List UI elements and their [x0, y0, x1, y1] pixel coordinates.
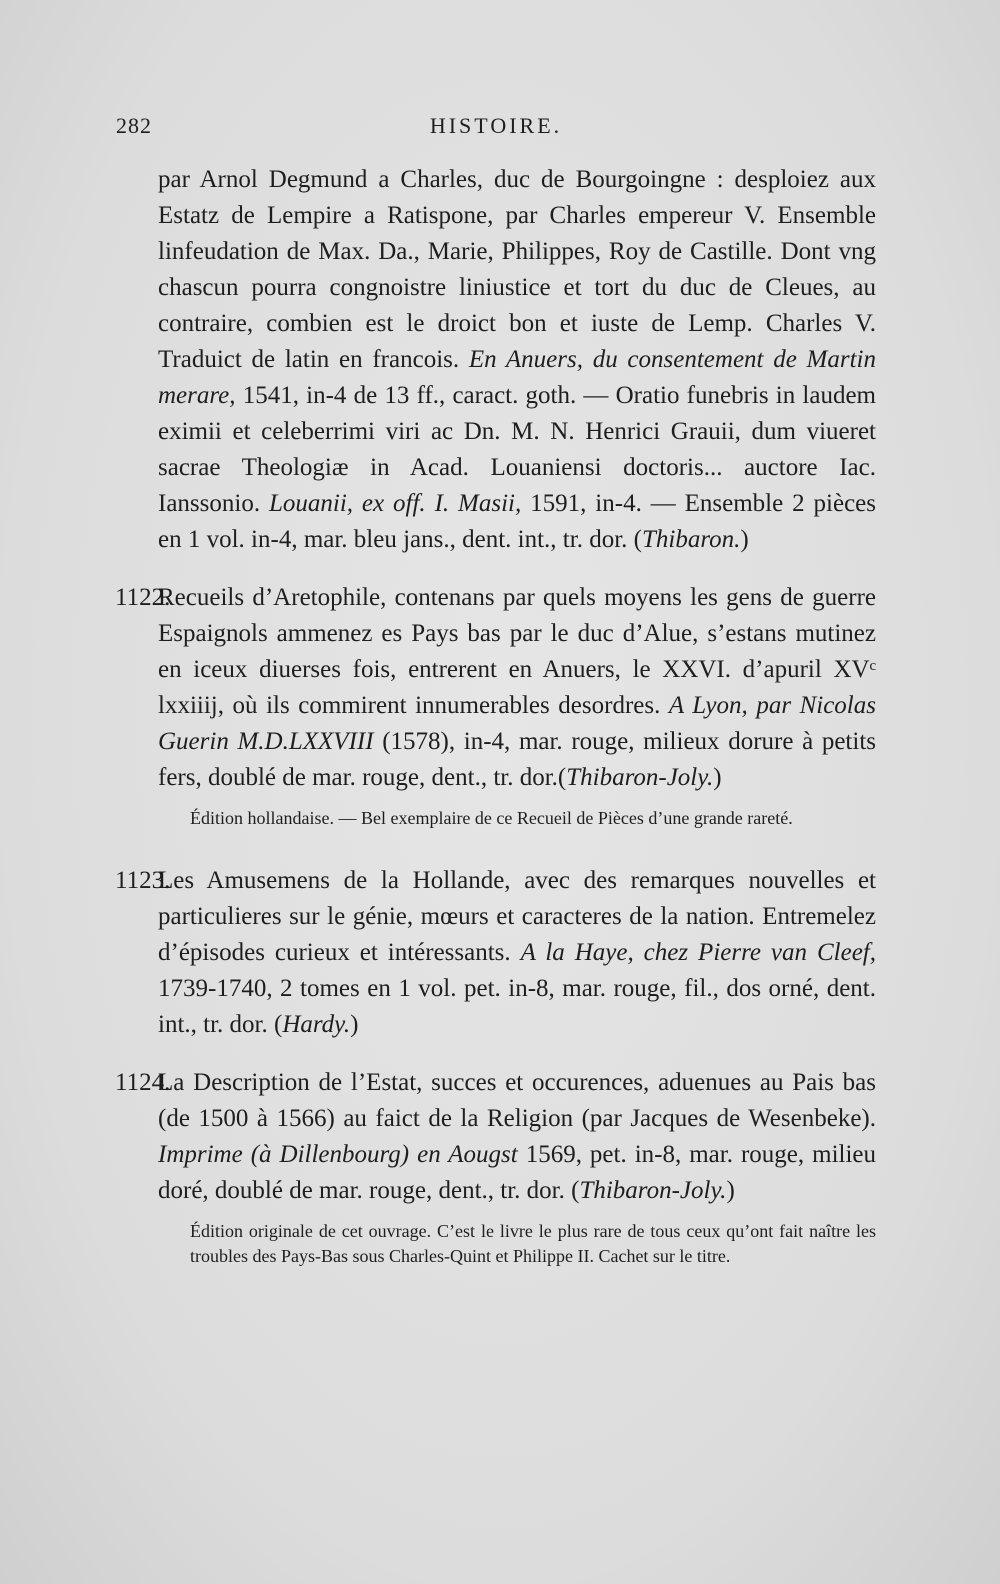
spacer — [158, 1043, 876, 1065]
entry-title-text: Les Amusemens de la Hollande, avec des remarques nouvelles et particulieres sur le génie, mœurs et caracteres de la nation. Entremelez d’épisodes curieux et intéressants. — [158, 867, 876, 966]
entry-description-text: ) — [350, 1011, 359, 1038]
binder-name-italic: Hardy. — [282, 1011, 351, 1038]
catalog-entry — [115, 863, 876, 1043]
catalog-entry — [115, 580, 877, 796]
continuation-paragraph — [158, 162, 876, 558]
continuation-imprint-italic: En Anuers, du consentement de Martin merare, — [158, 346, 876, 409]
continuation-text: ) — [740, 526, 749, 553]
entry-description-text: (1578), in-4, mar. rouge, milieux dorure à petits fers, doublé de mar. rouge, dent., tr. dor.( — [158, 728, 877, 791]
entry-text — [158, 580, 876, 796]
spacer — [158, 831, 876, 863]
entry-title-text: Recueils d’Aretophile, contenans par quels moyens les gens de guerre Espaignols ammenez es Pays bas par le duc d’Alue, s’estans mutinez en iceux diuerses fois, entrerent en Anuers, le XXVI. d’apuril XVᶜ lxxiiij, où ils commirent innumerables desordres. — [158, 584, 876, 719]
binder-name-italic: Thibaron-Joly. — [579, 1177, 727, 1204]
continuation-text: 1591, in-4. — Ensemble 2 pièces en 1 vol. in-4, mar. bleu jans., dent. int., tr. dor. ( — [158, 490, 876, 553]
entry-note: Édition hollandaise. — Bel exemplaire de ce Recueil de Pièces d’une grande rareté. — [190, 808, 793, 828]
entry-number: 1123. — [115, 867, 171, 894]
entry-imprint-italic: Imprime (à Dillenbourg) en Aougst — [158, 1141, 518, 1168]
entry-text — [158, 1065, 876, 1209]
binder-name-italic: Thibaron-Joly. — [566, 764, 714, 791]
continuation-text: 1541, in-4 de 13 ff., caract. goth. — Oratio funebris in laudem eximii et celeberrimi viri ac Dn. M. N. Henrici Grauii, dum viueret sacrae Theologiæ in Acad. Louaniensi doctoris... auctore Iac. Ianssonio. — [158, 382, 876, 517]
entry-note: Édition originale de cet ouvrage. C’est le livre le plus rare de tous ceux qu’ont fait naître les troubles des Pays-Bas sous Charles-Quint et Philippe II. Cachet sur le titre. — [190, 1221, 876, 1266]
entry-number: 1122. — [115, 584, 171, 611]
entry-description-text: ) — [713, 764, 722, 791]
continuation-imprint-italic: Louanii, ex off. I. Masii, — [268, 490, 522, 517]
entry-description-text: 1739-1740, 2 tomes en 1 vol. pet. in-8, mar. rouge, fil., dos orné, dent. int., tr. dor. ( — [158, 975, 876, 1038]
page-number: 282 — [116, 113, 152, 138]
page-header — [116, 113, 876, 143]
spacer — [158, 1209, 876, 1219]
entry-number: 1124. — [115, 1069, 171, 1096]
entry-title-text: La Description de l’Estat, succes et occurences, aduenues au Pais bas (de 1500 à 1566) au faict de la Religion (par Jacques de Wesenbeke). — [158, 1069, 876, 1132]
entry-description-text: ) — [726, 1177, 735, 1204]
entry-imprint-italic: A la Haye, chez Pierre van Cleef, — [520, 939, 876, 966]
continuation-text: par Arnol Degmund a Charles, duc de Bourgoingne : desploiez aux Estatz de Lempire a Ratispone, par Charles empereur V. Ensemble linfeudation de Max. Da., Marie, Philippes, Roy de Castille. Dont vng chascun pourra congnoistre liniustice et tort du duc de Cleues, au contraire, combien est le droict bon et iuste de Lemp. Charles V. Traduict de latin en francois. — [158, 166, 876, 373]
catalog-entry — [115, 1065, 876, 1209]
entry-imprint-italic: A Lyon, par Nicolas Guerin M.D.LXXVIII — [158, 692, 876, 755]
spacer — [158, 558, 876, 580]
entry-description-text: 1569, pet. in-8, mar. rouge, milieu doré, doublé de mar. rouge, dent., tr. dor. ( — [158, 1141, 876, 1204]
spacer — [158, 796, 876, 806]
running-head: HISTOIRE. — [429, 113, 563, 138]
entry-text — [158, 863, 876, 1043]
page-body — [115, 162, 877, 1269]
binder-name-italic: Thibaron. — [641, 526, 741, 553]
